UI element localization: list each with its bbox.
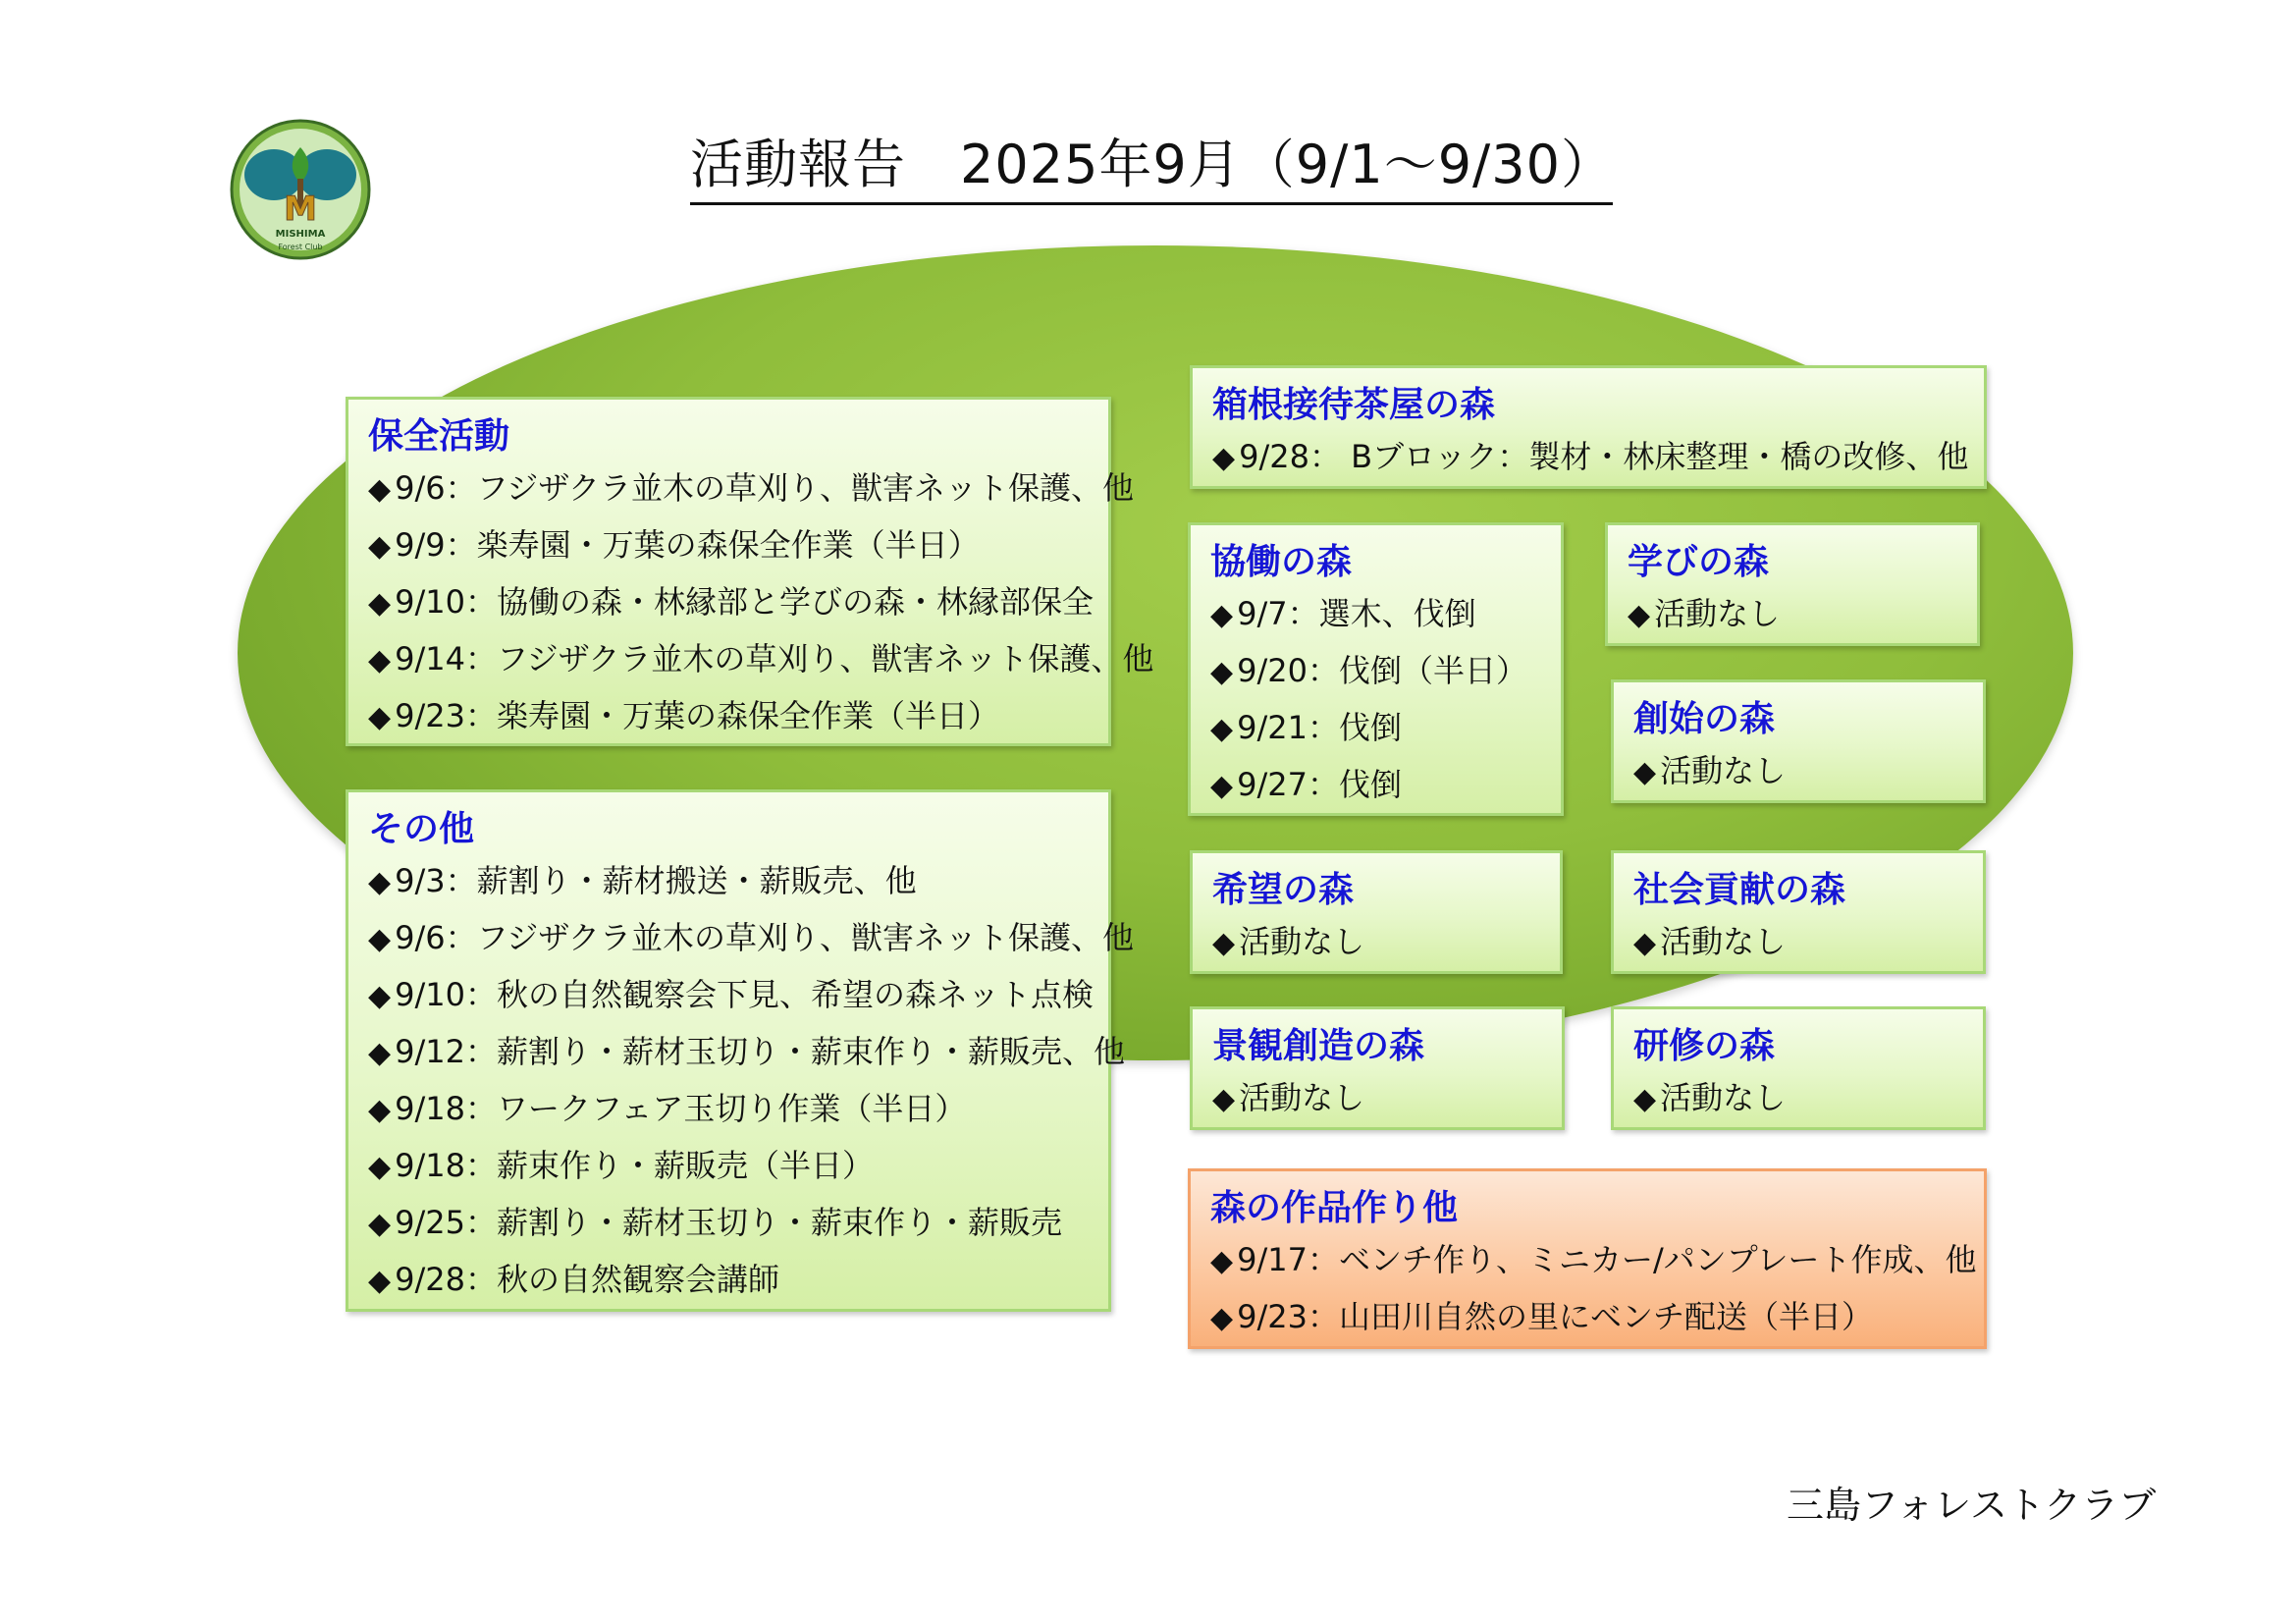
diamond-bullet-icon: ◆ xyxy=(1210,1244,1234,1278)
shakai-forest-box xyxy=(1611,850,1986,974)
diamond-bullet-icon: ◆ xyxy=(1633,1082,1657,1116)
activity-list xyxy=(368,853,1135,1309)
diamond-bullet-icon: ◆ xyxy=(1633,926,1657,960)
diamond-bullet-icon: ◆ xyxy=(1212,1082,1236,1116)
club-name-footer: 三島フォレストクラブ xyxy=(1787,1484,2157,1527)
list-item xyxy=(1210,1232,1984,1289)
svg-text:MISHIMA: MISHIMA xyxy=(275,229,326,240)
activity-list xyxy=(1212,1070,1562,1127)
activity-list xyxy=(1633,914,1983,971)
box-title: 学びの森 xyxy=(1628,542,1770,582)
box-title: 協働の森 xyxy=(1210,542,1353,582)
item-text: 9/10：秋の自然観察会下見、希望の森ネット点検 xyxy=(395,976,1094,1013)
item-text: 9/9：楽寿園・万葉の森保全作業（半日） xyxy=(395,526,980,564)
list-item xyxy=(368,460,1135,517)
list-item xyxy=(1212,1070,1562,1127)
item-text: 9/3：薪割り・薪材搬送・薪販売、他 xyxy=(395,862,917,899)
page-title: 活動報告 2025年9月（9/1～9/30） xyxy=(690,130,1613,205)
list-item xyxy=(1633,743,1983,800)
item-text: 9/18：薪束作り・薪販売（半日） xyxy=(395,1147,874,1184)
diamond-bullet-icon: ◆ xyxy=(368,865,392,899)
list-item xyxy=(368,517,1108,574)
item-text: 9/18：ワークフェア玉切り作業（半日） xyxy=(395,1090,967,1127)
diamond-bullet-icon: ◆ xyxy=(1210,712,1234,746)
list-item xyxy=(368,1138,1108,1195)
other-activities-box xyxy=(346,789,1135,1312)
item-text: 活動なし xyxy=(1660,923,1787,960)
activity-list xyxy=(1212,914,1560,971)
activity-list xyxy=(1210,586,1561,814)
diamond-bullet-icon: ◆ xyxy=(368,1264,392,1298)
box-title: その他 xyxy=(368,809,475,849)
item-text: 9/28： Bブロック：製材・林床整理・橋の改修、他 xyxy=(1239,438,1969,475)
diamond-bullet-icon: ◆ xyxy=(1212,926,1236,960)
activity-list xyxy=(1210,1232,1984,1346)
item-text: 9/27：伐倒 xyxy=(1237,766,1402,803)
list-item xyxy=(368,853,1108,910)
diamond-bullet-icon: ◆ xyxy=(1212,441,1236,475)
diamond-bullet-icon: ◆ xyxy=(1210,655,1234,689)
diamond-bullet-icon: ◆ xyxy=(368,922,392,956)
diamond-bullet-icon: ◆ xyxy=(368,643,392,677)
item-text: 活動なし xyxy=(1239,923,1365,960)
item-text: 9/23：楽寿園・万葉の森保全作業（半日） xyxy=(395,697,999,734)
item-text: 9/6：フジザクラ並木の草刈り、獣害ネット保護、他 xyxy=(395,919,1135,956)
activity-list xyxy=(368,460,1154,745)
list-item xyxy=(1210,643,1561,700)
activity-list xyxy=(1628,586,1977,643)
list-item xyxy=(1633,914,1983,971)
item-text: 9/25：薪割り・薪材玉切り・薪束作り・薪販売 xyxy=(395,1204,1062,1241)
diamond-bullet-icon: ◆ xyxy=(368,1093,392,1127)
box-title: 創始の森 xyxy=(1633,699,1776,739)
club-logo xyxy=(229,118,372,261)
list-item xyxy=(1210,586,1561,643)
diamond-bullet-icon: ◆ xyxy=(368,979,392,1013)
kibo-forest-box xyxy=(1190,850,1563,974)
box-title: 希望の森 xyxy=(1212,870,1355,910)
box-title: 研修の森 xyxy=(1633,1026,1776,1066)
activity-list xyxy=(1212,429,1984,486)
list-item xyxy=(368,1024,1125,1081)
diamond-bullet-icon: ◆ xyxy=(368,1207,392,1241)
item-text: 9/23：山田川自然の里にベンチ配送（半日） xyxy=(1237,1298,1873,1335)
box-title: 箱根接待茶屋の森 xyxy=(1212,385,1496,425)
diamond-bullet-icon: ◆ xyxy=(368,700,392,734)
box-title: 景観創造の森 xyxy=(1212,1026,1425,1066)
keikan-forest-box xyxy=(1190,1006,1565,1130)
item-text: 活動なし xyxy=(1239,1079,1365,1116)
diamond-bullet-icon: ◆ xyxy=(368,1036,392,1070)
diamond-bullet-icon: ◆ xyxy=(368,529,392,564)
list-item xyxy=(368,1252,1108,1309)
item-text: 9/20：伐倒（半日） xyxy=(1237,652,1527,689)
list-item xyxy=(1628,586,1977,643)
list-item xyxy=(1210,1289,1984,1346)
item-text: 活動なし xyxy=(1660,752,1787,789)
item-text: 9/28：秋の自然観察会講師 xyxy=(395,1261,779,1298)
list-item xyxy=(368,688,1108,745)
activity-list xyxy=(1633,743,1983,800)
activity-list xyxy=(1633,1070,1983,1127)
list-item xyxy=(368,910,1135,967)
box-title: 社会貢献の森 xyxy=(1633,870,1846,910)
soshi-forest-box xyxy=(1611,679,1986,803)
diamond-bullet-icon: ◆ xyxy=(368,1150,392,1184)
list-item xyxy=(368,967,1108,1024)
manabi-forest-box xyxy=(1605,522,1980,646)
item-text: 9/6：フジザクラ並木の草刈り、獣害ネット保護、他 xyxy=(395,469,1135,507)
list-item xyxy=(1212,914,1560,971)
list-item xyxy=(368,1195,1108,1252)
diamond-bullet-icon: ◆ xyxy=(368,472,392,507)
diamond-bullet-icon: ◆ xyxy=(1210,769,1234,803)
forest-crafts-box xyxy=(1188,1168,1987,1349)
list-item xyxy=(1633,1070,1983,1127)
svg-text:Forest Club: Forest Club xyxy=(278,243,323,251)
conservation-activities-box xyxy=(346,397,1154,746)
list-item xyxy=(1210,700,1561,757)
item-text: 9/17：ベンチ作り、ミニカー/パンプレート作成、他 xyxy=(1237,1241,1977,1278)
list-item xyxy=(1212,429,1984,486)
item-text: 活動なし xyxy=(1654,595,1781,632)
item-text: 9/10：協働の森・林縁部と学びの森・林縁部保全 xyxy=(395,583,1094,621)
diamond-bullet-icon: ◆ xyxy=(368,586,392,621)
item-text: 9/14：フジザクラ並木の草刈り、獣害ネット保護、他 xyxy=(395,640,1154,677)
diamond-bullet-icon: ◆ xyxy=(1210,1301,1234,1335)
diamond-bullet-icon: ◆ xyxy=(1628,598,1651,632)
svg-text:M: M xyxy=(284,189,317,229)
item-text: 9/21：伐倒 xyxy=(1237,709,1402,746)
diamond-bullet-icon: ◆ xyxy=(1633,755,1657,789)
item-text: 活動なし xyxy=(1660,1079,1787,1116)
list-item xyxy=(368,574,1108,631)
list-item xyxy=(1210,757,1561,814)
list-item xyxy=(368,631,1154,688)
box-title: 保全活動 xyxy=(368,416,510,457)
item-text: 9/7：選木、伐倒 xyxy=(1237,595,1476,632)
hakone-forest-box xyxy=(1190,365,1987,489)
diamond-bullet-icon: ◆ xyxy=(1210,598,1234,632)
box-title: 森の作品作り他 xyxy=(1210,1188,1459,1228)
kyodo-forest-box xyxy=(1188,522,1564,816)
kenshu-forest-box xyxy=(1611,1006,1986,1130)
list-item xyxy=(368,1081,1108,1138)
item-text: 9/12：薪割り・薪材玉切り・薪束作り・薪販売、他 xyxy=(395,1033,1125,1070)
